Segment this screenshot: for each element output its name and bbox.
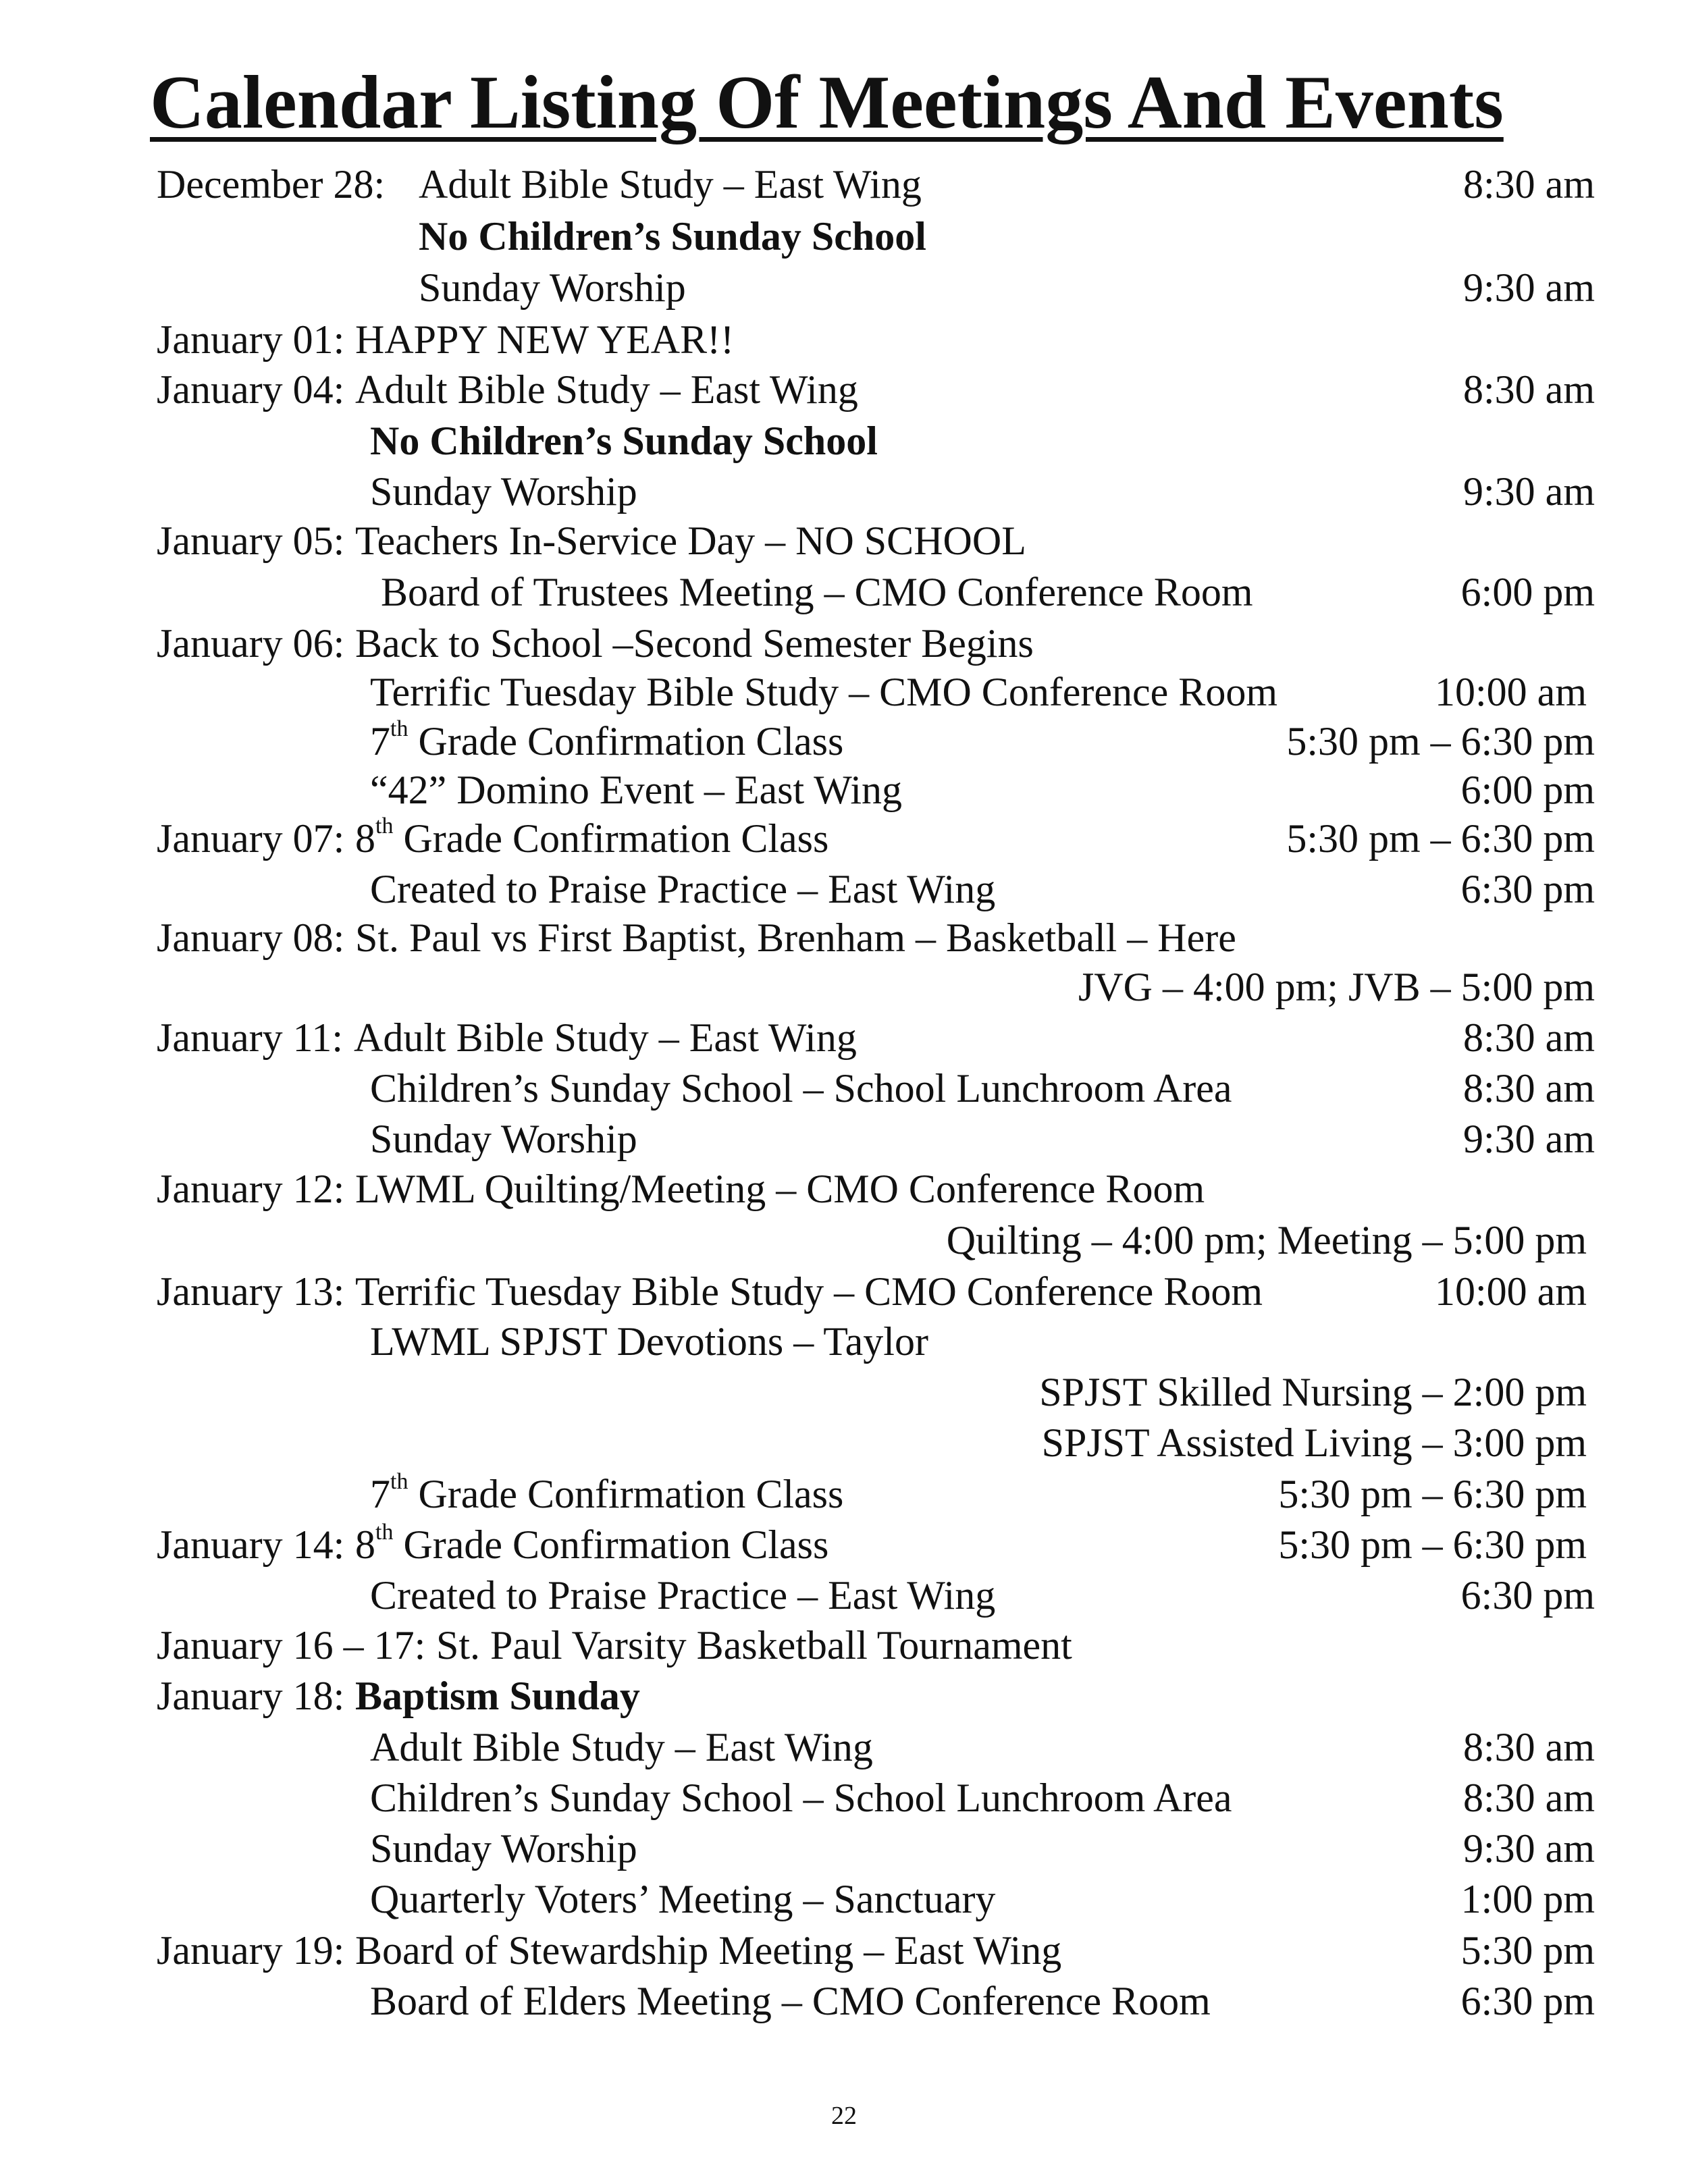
entry-description	[370, 1773, 1232, 1823]
entry-text: Adult Bible Study – East Wing	[355, 367, 858, 412]
entry-time: 6:30 pm	[1460, 867, 1595, 911]
calendar-entry	[157, 467, 1595, 516]
entry-text: Children’s Sunday School – School Lunchroom Area	[370, 1066, 1232, 1111]
calendar-entry	[157, 365, 1595, 415]
grade-number: 8	[355, 1522, 375, 1567]
calendar-entry	[157, 1316, 1595, 1366]
entry-date: December 28:	[157, 162, 386, 207]
entry-text: Created to Praise Practice – East Wing	[370, 1573, 996, 1618]
entry-time: 6:00 pm	[1460, 570, 1595, 614]
page-title: Calendar Listing Of Meetings And Events	[150, 61, 1504, 144]
calendar-entry	[157, 516, 1595, 566]
entry-text: Baptism Sunday	[355, 1674, 640, 1718]
entry-description	[370, 416, 878, 466]
entry-description	[436, 1620, 1072, 1670]
entry-date: January 14:	[157, 1522, 345, 1567]
calendar-entry	[157, 1874, 1595, 1924]
entry-time: 6:30 pm	[1460, 1979, 1595, 2023]
entry-time: Quilting – 4:00 pm; Meeting – 5:00 pm	[946, 1218, 1587, 1262]
entry-date: January 07:	[157, 816, 345, 861]
calendar-entry	[157, 618, 1595, 668]
calendar-entry	[157, 1620, 1595, 1670]
ordinal-suffix: th	[390, 1469, 408, 1494]
calendar-entry	[157, 1418, 1595, 1468]
calendar-entry	[157, 1823, 1595, 1873]
ordinal-suffix: th	[375, 1520, 394, 1545]
entry-description	[370, 1114, 637, 1164]
calendar-entry	[157, 1722, 1595, 1772]
entry-time: JVG – 4:00 pm; JVB – 5:00 pm	[1078, 965, 1595, 1009]
entry-date: January 12:	[157, 1167, 345, 1211]
entry-text: Sunday Worship	[419, 265, 686, 310]
calendar-entry	[157, 962, 1595, 1012]
entry-text: Sunday Worship	[370, 469, 637, 514]
grade-number: 7	[370, 719, 390, 764]
calendar-entry	[157, 864, 1595, 914]
calendar-entry	[157, 1267, 1595, 1316]
entry-time: 9:30 am	[1463, 1117, 1595, 1161]
entry-time: 9:30 am	[1463, 1826, 1595, 1871]
entry-time: SPJST Assisted Living – 3:00 pm	[1041, 1420, 1587, 1465]
calendar-entry	[157, 1469, 1595, 1519]
calendar-entry	[157, 1976, 1595, 2026]
entry-text: LWML Quilting/Meeting – CMO Conference Room	[355, 1167, 1205, 1211]
entry-description	[355, 1671, 640, 1721]
entry-text: Adult Bible Study – East Wing	[354, 1015, 857, 1060]
entry-text: Grade Confirmation Class	[393, 816, 829, 861]
entry-time: 8:30 am	[1463, 367, 1595, 412]
entry-time: 5:30 pm – 6:30 pm	[1286, 719, 1595, 764]
entry-description	[370, 1570, 995, 1620]
entry-text: No Children’s Sunday School	[370, 419, 878, 463]
entry-date: January 04:	[157, 367, 345, 412]
entry-description	[370, 667, 1277, 717]
entry-description	[419, 263, 686, 313]
entry-date: January 05:	[157, 518, 345, 563]
entry-text: Sunday Worship	[370, 1117, 637, 1161]
entry-text: Quarterly Voters’ Meeting – Sanctuary	[370, 1877, 996, 1921]
entry-date: January 01:	[157, 317, 345, 362]
calendar-entry	[157, 211, 1595, 261]
entry-text: Grade Confirmation Class	[408, 719, 844, 764]
entry-description	[370, 864, 995, 914]
entry-date: January 16 – 17:	[157, 1623, 426, 1668]
entry-text: Grade Confirmation Class	[408, 1472, 844, 1516]
entry-text: Created to Praise Practice – East Wing	[370, 867, 996, 911]
entry-date: January 08:	[157, 915, 345, 960]
entry-text: Teachers In-Service Day – NO SCHOOL	[355, 518, 1026, 563]
entry-description	[370, 467, 637, 516]
entry-description	[355, 1164, 1205, 1214]
calendar-entry	[157, 315, 1595, 365]
entry-time: 9:30 am	[1463, 265, 1595, 310]
entry-description	[370, 1469, 843, 1519]
entry-description	[370, 1316, 928, 1366]
entry-date: January 06:	[157, 621, 345, 666]
calendar-entry	[157, 913, 1595, 963]
entry-time: 6:00 pm	[1460, 768, 1595, 812]
entry-description	[370, 1976, 1211, 2026]
calendar-entry	[157, 159, 1595, 209]
entry-description	[355, 814, 828, 863]
entry-text: No Children’s Sunday School	[419, 214, 926, 259]
ordinal-suffix: th	[375, 814, 394, 838]
entry-time: 6:30 pm	[1460, 1573, 1595, 1618]
entry-time: 8:30 am	[1463, 1015, 1595, 1060]
entry-date: January 11:	[157, 1015, 344, 1060]
calendar-entry	[157, 1671, 1595, 1721]
entry-text: St. Paul vs First Baptist, Brenham – Basketball – Here	[355, 915, 1236, 960]
calendar-entry	[157, 1925, 1595, 1975]
entry-date: January 19:	[157, 1928, 345, 1973]
calendar-entry	[157, 1773, 1595, 1823]
grade-number: 8	[355, 816, 375, 861]
calendar-entry	[157, 765, 1595, 815]
calendar-entry	[157, 1570, 1595, 1620]
entry-description	[355, 1520, 828, 1570]
calendar-entry	[157, 263, 1595, 313]
entry-text: St. Paul Varsity Basketball Tournament	[436, 1623, 1072, 1668]
entry-time: 5:30 pm – 6:30 pm	[1286, 816, 1595, 861]
entry-description	[419, 159, 922, 209]
calendar-entry	[157, 1164, 1595, 1214]
calendar-entry	[157, 1367, 1595, 1417]
entry-text: Board of Stewardship Meeting – East Wing	[355, 1928, 1062, 1973]
entry-description	[370, 1823, 637, 1873]
entry-text: Board of Trustees Meeting – CMO Conference Room	[381, 570, 1253, 614]
entry-description	[355, 1925, 1061, 1975]
page-number: 22	[831, 2102, 857, 2130]
calendar-entry	[157, 1215, 1595, 1265]
calendar-entry	[157, 814, 1595, 863]
entry-time: 5:30 pm – 6:30 pm	[1278, 1522, 1587, 1567]
calendar-entry	[157, 1114, 1595, 1164]
entry-time: 10:00 am	[1435, 1269, 1587, 1314]
entry-time: 8:30 am	[1463, 162, 1595, 207]
entry-time: 8:30 am	[1463, 1776, 1595, 1820]
entry-description	[370, 1063, 1232, 1113]
calendar-entry	[157, 667, 1595, 717]
calendar-entry	[157, 1063, 1595, 1113]
entry-time: 8:30 am	[1463, 1066, 1595, 1111]
entry-description	[355, 618, 1034, 668]
ordinal-suffix: th	[390, 716, 408, 741]
entry-text: LWML SPJST Devotions – Taylor	[370, 1319, 928, 1364]
entry-text: Children’s Sunday School – School Lunchroom Area	[370, 1776, 1232, 1820]
grade-number: 7	[370, 1472, 390, 1516]
entry-time: 8:30 am	[1463, 1725, 1595, 1769]
calendar-entry	[157, 716, 1595, 766]
entry-time: 5:30 pm – 6:30 pm	[1278, 1472, 1587, 1516]
calendar-entry	[157, 416, 1595, 466]
entry-text: Terrific Tuesday Bible Study – CMO Conference Room	[370, 670, 1277, 714]
entry-text: Sunday Worship	[370, 1826, 637, 1871]
entry-text: Adult Bible Study – East Wing	[419, 162, 922, 207]
entry-description	[354, 1013, 857, 1063]
entry-description	[370, 1722, 873, 1772]
entry-description	[355, 315, 734, 365]
entry-text: Grade Confirmation Class	[393, 1522, 829, 1567]
entry-time: 9:30 am	[1463, 469, 1595, 514]
entry-date: January 13:	[157, 1269, 345, 1314]
entry-description	[370, 716, 843, 766]
entry-time: 5:30 pm	[1460, 1928, 1595, 1973]
entry-description	[355, 1267, 1263, 1316]
entry-text: “42” Domino Event – East Wing	[370, 768, 902, 812]
entry-text: Board of Elders Meeting – CMO Conference Room	[370, 1979, 1211, 2023]
entry-text: Back to School –Second Semester Begins	[355, 621, 1034, 666]
entry-text: Terrific Tuesday Bible Study – CMO Conference Room	[355, 1269, 1263, 1314]
entry-description	[355, 913, 1236, 963]
entry-description	[370, 1874, 995, 1924]
entry-time: 10:00 am	[1435, 670, 1587, 714]
entry-date: January 18:	[157, 1674, 345, 1718]
entry-text: Adult Bible Study – East Wing	[370, 1725, 873, 1769]
entry-description	[355, 365, 858, 415]
entry-description	[370, 765, 902, 815]
calendar-entry	[157, 1520, 1595, 1570]
entry-description	[419, 211, 926, 261]
entry-text: HAPPY NEW YEAR!!	[355, 317, 735, 362]
entry-description	[355, 516, 1026, 566]
entry-time: 1:00 pm	[1460, 1877, 1595, 1921]
entry-description	[381, 567, 1253, 617]
entry-time: SPJST Skilled Nursing – 2:00 pm	[1039, 1370, 1587, 1414]
calendar-entry	[157, 567, 1595, 617]
calendar-entry	[157, 1013, 1595, 1063]
